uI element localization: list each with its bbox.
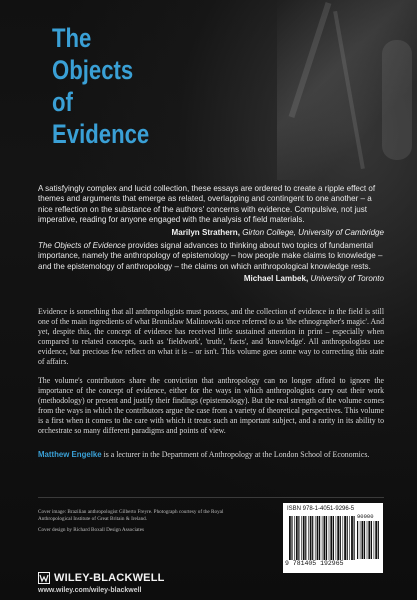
author-name: Matthew Engelke	[38, 450, 102, 459]
title-line: The	[52, 23, 92, 53]
publisher-emblem-icon	[38, 572, 50, 584]
barcode-bars-icon	[289, 516, 355, 560]
reviewer-name: Michael Lambek,	[243, 274, 309, 284]
barcode-addon-digits: 90000	[357, 513, 374, 520]
author-bio	[38, 450, 384, 460]
description-paragraph-2: The volume's contributors share the conviction that anthropology can no longer afford to ignore the importance of the concept of evidence, either for the ways in which anthropologists carry out their work (methodology) or present and justify their findings (epistemology). But the real strength of the volume comes from the ways in which the contributors argue the case from a variety of theoretical perspectives. This volume is a first when it comes to the care with which it treats such an important subject, and a rarity in its ability to orchestrate so many different paradigms and points of view.	[38, 376, 384, 436]
review-text	[38, 241, 384, 272]
cover-photo-background	[277, 0, 417, 180]
title-line: Objects	[52, 55, 134, 85]
review-text: A satisfyingly complex and lucid collection, these essays are ordered to create a ripple effect of themes and arguments that emerge as related, overlapping and contingent to one another – a nice reflection on the substance of the authors' concerns with evidence. Compulsive, not just imperative, reading for anyone engaged with the analysis of field materials.	[38, 184, 376, 225]
review-attribution	[38, 274, 384, 285]
reviewer-affiliation: University of Toronto	[310, 274, 384, 284]
review-body: provides signal advances to thinking about two topics of fundamental importance, namely the anthropology of epistemology – how people make claims to knowledge – and the epistemology of anthropology – the claims on which anthropological knowledge rests.	[38, 241, 383, 271]
description-paragraph-1: Evidence is something that all anthropologists must possess, and the collection of evidence in the field is still one of the main ingredients of what Bronislaw Malinowski once referred to as 'the ethnographer's magic'. And yet, despite this, the concept of evidence has received little sustained attention in print – especially when compared to related concepts, such as 'fieldwork', 'truth', 'facts', and 'knowledge'. All anthropologists use evidence, but precious few reflect on what it is – or isn't. This volume goes some way to correcting this state of affairs.	[38, 307, 384, 367]
review-strathern	[38, 184, 384, 238]
reviewer-name: Marilyn Strathern,	[171, 227, 240, 237]
publisher-url: www.wiley.com/wiley-blackwell	[38, 587, 142, 594]
barcode-addon-bars-icon	[357, 521, 379, 559]
isbn-barcode	[283, 503, 383, 573]
review-lambek	[38, 241, 384, 285]
author-bio-text: is a lecturer in the Department of Anthropology at the London School of Economics.	[101, 450, 370, 459]
reviewer-affiliation: Girton College, University of Cambridge	[242, 227, 384, 237]
title-line: of	[52, 87, 73, 117]
review-attribution	[38, 228, 384, 239]
isbn-number: ISBN 978-1-4051-9296-5	[287, 506, 355, 512]
barcode-digits: 9 781405 192965	[285, 560, 344, 567]
title-line: Evidence	[52, 119, 150, 149]
divider	[38, 497, 384, 498]
cover-design-credit: Cover design by Richard Boxall Design Associates	[38, 527, 145, 533]
book-title	[52, 22, 149, 150]
publisher-name: WILEY-BLACKWELL	[54, 572, 165, 584]
publisher-logo	[38, 572, 165, 584]
review-book-title: The Objects of Evidence	[38, 241, 126, 250]
cover-image-credit: Cover image: Brazilian anthropologist Gilberto Freyre. Photograph courtesy of the Royal Anthropological Institute of Great Britain & Ireland.	[38, 509, 224, 522]
